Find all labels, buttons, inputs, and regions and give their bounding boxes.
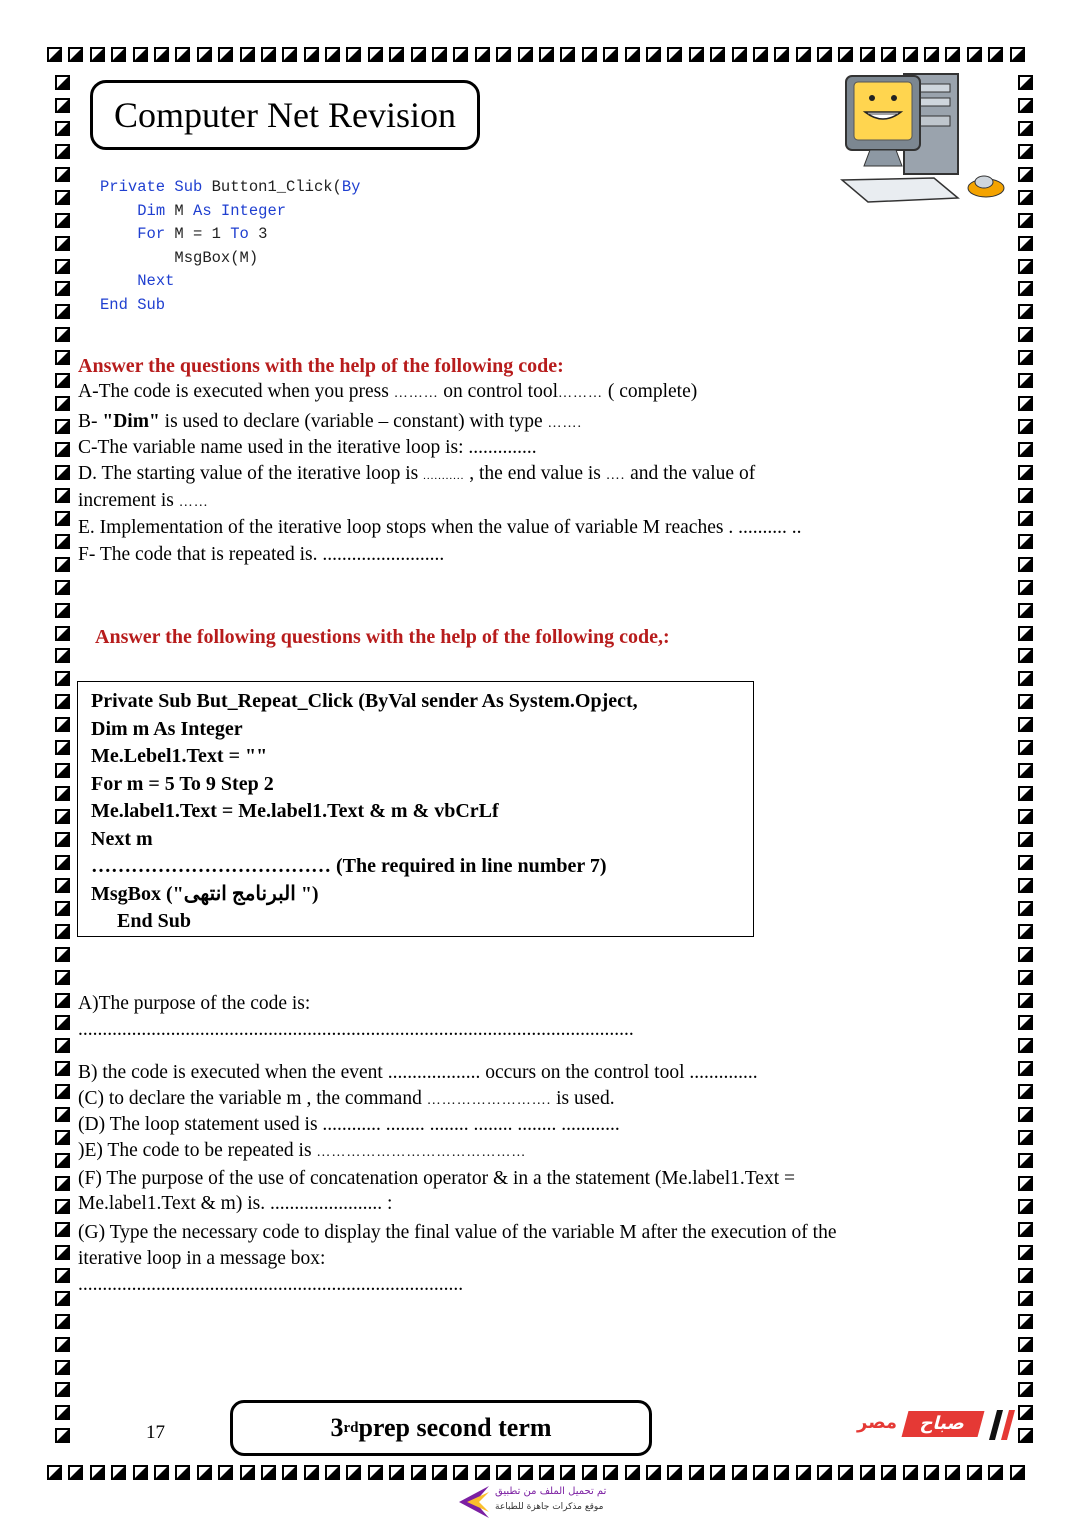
- question2-a-answer-line: ..................................................................................................................: [78, 1019, 634, 1040]
- border-top: [47, 47, 1031, 62]
- border-square-icon: [197, 47, 212, 62]
- question-c: C-The variable name used in the iterative loop is: ..............: [78, 437, 537, 458]
- border-square-icon: [945, 47, 960, 62]
- border-square-icon: [346, 1465, 361, 1480]
- border-square-icon: [55, 1176, 70, 1191]
- border-square-icon: [55, 350, 70, 365]
- border-square-icon: [1018, 1015, 1033, 1030]
- border-square-icon: [881, 1465, 896, 1480]
- border-square-icon: [860, 1465, 875, 1480]
- code-line-4: For m = 5 To 9 Step 2: [91, 772, 274, 795]
- border-square-icon: [710, 1465, 725, 1480]
- border-square-icon: [55, 763, 70, 778]
- border-square-icon: [1018, 1130, 1033, 1145]
- border-square-icon: [55, 855, 70, 870]
- border-square-icon: [111, 1465, 126, 1480]
- border-square-icon: [881, 47, 896, 62]
- border-square-icon: [1018, 281, 1033, 296]
- border-square-icon: [1018, 144, 1033, 159]
- border-square-icon: [90, 1465, 105, 1480]
- border-square-icon: [1018, 213, 1033, 228]
- border-square-icon: [1018, 465, 1033, 480]
- border-square-icon: [774, 1465, 789, 1480]
- border-square-icon: [368, 47, 383, 62]
- border-square-icon: [1018, 947, 1033, 962]
- question-b: B- "Dim" is used to declare (variable – constant) with type …….: [78, 411, 582, 432]
- border-square-icon: [1018, 259, 1033, 274]
- border-square-icon: [1018, 924, 1033, 939]
- border-square-icon: [1018, 626, 1033, 641]
- border-square-icon: [47, 1465, 62, 1480]
- border-square-icon: [1018, 419, 1033, 434]
- border-square-icon: [55, 488, 70, 503]
- border-square-icon: [55, 304, 70, 319]
- border-square-icon: [218, 1465, 233, 1480]
- question2-f-cont: Me.label1.Text & m) is. ....................... :: [78, 1193, 393, 1214]
- border-square-icon: [55, 465, 70, 480]
- border-square-icon: [55, 1382, 70, 1397]
- border-square-icon: [218, 47, 233, 62]
- border-square-icon: [55, 557, 70, 572]
- border-square-icon: [55, 1291, 70, 1306]
- border-square-icon: [1018, 236, 1033, 251]
- border-square-icon: [453, 1465, 468, 1480]
- border-square-icon: [1018, 167, 1033, 182]
- border-square-icon: [1018, 1153, 1033, 1168]
- border-square-icon: [55, 167, 70, 182]
- keyboard-icon: [842, 178, 958, 202]
- border-square-icon: [1018, 534, 1033, 549]
- border-square-icon: [55, 419, 70, 434]
- border-square-icon: [55, 648, 70, 663]
- border-square-icon: [1018, 671, 1033, 686]
- border-square-icon: [817, 1465, 832, 1480]
- border-square-icon: [55, 580, 70, 595]
- border-square-icon: [582, 1465, 597, 1480]
- border-square-icon: [838, 1465, 853, 1480]
- border-square-icon: [304, 47, 319, 62]
- question-d: D. The starting value of the iterative loop is ........... , the end value is …. and the value of: [78, 463, 756, 484]
- logo-slash-icon-red: [1001, 1410, 1015, 1440]
- border-square-icon: [753, 1465, 768, 1480]
- border-square-icon: [1018, 763, 1033, 778]
- border-square-icon: [924, 47, 939, 62]
- border-square-icon: [1018, 327, 1033, 342]
- border-square-icon: [1018, 1038, 1033, 1053]
- border-square-icon: [411, 1465, 426, 1480]
- border-square-icon: [55, 236, 70, 251]
- logo-word-masr: مصر: [857, 1412, 898, 1433]
- page-title-text: Computer Net Revision: [114, 95, 456, 135]
- border-square-icon: [68, 47, 83, 62]
- border-square-icon: [55, 809, 70, 824]
- border-right: [1018, 75, 1033, 1451]
- border-bottom: [47, 1465, 1031, 1480]
- border-square-icon: [539, 47, 554, 62]
- border-square-icon: [55, 259, 70, 274]
- code-line-6: Next m: [91, 827, 153, 850]
- border-square-icon: [1018, 970, 1033, 985]
- border-square-icon: [90, 47, 105, 62]
- border-square-icon: [55, 1084, 70, 1099]
- question2-g-cont: iterative loop in a message box:: [78, 1248, 326, 1269]
- border-square-icon: [55, 1222, 70, 1237]
- border-square-icon: [1018, 1314, 1033, 1329]
- border-square-icon: [55, 1360, 70, 1375]
- border-square-icon: [111, 47, 126, 62]
- question2-c: (C) to declare the variable m , the command ……………………. is used.: [78, 1088, 615, 1109]
- border-square-icon: [55, 75, 70, 90]
- app-line-1: تم تحميل الملف من تطبيق: [495, 1486, 607, 1497]
- border-square-icon: [967, 1465, 982, 1480]
- border-square-icon: [988, 47, 1003, 62]
- border-square-icon: [774, 47, 789, 62]
- border-square-icon: [518, 1465, 533, 1480]
- border-square-icon: [1018, 603, 1033, 618]
- border-square-icon: [304, 1465, 319, 1480]
- code-line-2: Dim m As Integer: [91, 717, 243, 740]
- border-square-icon: [988, 1465, 1003, 1480]
- border-square-icon: [55, 534, 70, 549]
- border-square-icon: [55, 1038, 70, 1053]
- border-square-icon: [838, 47, 853, 62]
- border-square-icon: [1018, 1222, 1033, 1237]
- border-square-icon: [689, 47, 704, 62]
- border-square-icon: [625, 47, 640, 62]
- border-square-icon: [1018, 1061, 1033, 1076]
- border-square-icon: [154, 47, 169, 62]
- border-square-icon: [55, 1130, 70, 1145]
- border-square-icon: [1018, 396, 1033, 411]
- border-square-icon: [55, 717, 70, 732]
- border-square-icon: [1010, 1465, 1025, 1480]
- border-square-icon: [1018, 1360, 1033, 1375]
- border-square-icon: [55, 144, 70, 159]
- question-f: F- The code that is repeated is. .........................: [78, 544, 445, 565]
- border-square-icon: [1018, 580, 1033, 595]
- border-square-icon: [282, 47, 297, 62]
- border-square-icon: [689, 1465, 704, 1480]
- border-square-icon: [133, 1465, 148, 1480]
- border-square-icon: [796, 47, 811, 62]
- border-square-icon: [1010, 47, 1025, 62]
- border-square-icon: [55, 1337, 70, 1352]
- question2-a: A)The purpose of the code is:: [78, 993, 311, 1014]
- border-square-icon: [625, 1465, 640, 1480]
- border-square-icon: [55, 832, 70, 847]
- border-square-icon: [55, 671, 70, 686]
- section2-heading: Answer the following questions with the help of the following code,:: [95, 626, 670, 648]
- border-square-icon: [475, 1465, 490, 1480]
- border-square-icon: [432, 1465, 447, 1480]
- border-square-icon: [55, 1314, 70, 1329]
- border-square-icon: [924, 1465, 939, 1480]
- border-square-icon: [1018, 832, 1033, 847]
- border-square-icon: [582, 47, 597, 62]
- logo-slash-icon: [989, 1410, 1003, 1440]
- border-square-icon: [55, 626, 70, 641]
- border-square-icon: [1018, 98, 1033, 113]
- border-square-icon: [732, 1465, 747, 1480]
- border-square-icon: [55, 878, 70, 893]
- border-square-icon: [55, 213, 70, 228]
- border-square-icon: [1018, 488, 1033, 503]
- border-square-icon: [667, 47, 682, 62]
- border-square-icon: [1018, 1199, 1033, 1214]
- border-square-icon: [1018, 75, 1033, 90]
- border-square-icon: [47, 47, 62, 62]
- border-square-icon: [1018, 373, 1033, 388]
- border-square-icon: [1018, 740, 1033, 755]
- border-square-icon: [55, 993, 70, 1008]
- border-square-icon: [1018, 901, 1033, 916]
- border-square-icon: [368, 1465, 383, 1480]
- code-line-7: ……………………………… (The required in line number 7): [91, 855, 607, 877]
- border-square-icon: [453, 47, 468, 62]
- question-a: A-The code is executed when you press ……… on control tool……… ( complete): [78, 381, 698, 402]
- border-square-icon: [539, 1465, 554, 1480]
- border-square-icon: [55, 442, 70, 457]
- border-square-icon: [1018, 1268, 1033, 1283]
- border-square-icon: [55, 98, 70, 113]
- border-square-icon: [175, 47, 190, 62]
- mouse-icon: [975, 176, 993, 188]
- border-square-icon: [1018, 694, 1033, 709]
- border-square-icon: [55, 121, 70, 136]
- question2-d: (D) The loop statement used is ............ ........ ........ ........ ........ ............: [78, 1114, 620, 1135]
- border-square-icon: [55, 603, 70, 618]
- border-square-icon: [1018, 878, 1033, 893]
- border-square-icon: [133, 47, 148, 62]
- term-banner: 3 rd prep second term: [230, 1400, 652, 1456]
- code-line-1: Private Sub But_Repeat_Click (ByVal sender As System.Opject,: [91, 690, 638, 712]
- border-square-icon: [1018, 1291, 1033, 1306]
- border-square-icon: [860, 47, 875, 62]
- question2-g: (G) Type the necessary code to display the final value of the variable M after the execution of the: [78, 1222, 837, 1243]
- border-square-icon: [496, 47, 511, 62]
- border-square-icon: [55, 1245, 70, 1260]
- border-square-icon: [55, 1107, 70, 1122]
- border-square-icon: [796, 1465, 811, 1480]
- border-square-icon: [603, 1465, 618, 1480]
- sabah-masr-logo: [857, 1410, 1029, 1442]
- border-square-icon: [753, 47, 768, 62]
- question-e: E. Implementation of the iterative loop stops when the value of variable M reaches . .......... ..: [78, 517, 802, 538]
- border-square-icon: [903, 47, 918, 62]
- code-line-9: End Sub: [117, 910, 191, 932]
- border-square-icon: [55, 1268, 70, 1283]
- border-square-icon: [411, 47, 426, 62]
- border-square-icon: [55, 327, 70, 342]
- border-square-icon: [55, 1153, 70, 1168]
- border-square-icon: [55, 1428, 70, 1443]
- border-square-icon: [346, 47, 361, 62]
- border-square-icon: [55, 1061, 70, 1076]
- border-square-icon: [68, 1465, 83, 1480]
- computer-illustration: [838, 70, 1010, 208]
- border-square-icon: [154, 1465, 169, 1480]
- border-square-icon: [55, 786, 70, 801]
- border-square-icon: [710, 47, 725, 62]
- border-square-icon: [55, 1015, 70, 1030]
- question2-g-answer-line: ...............................................................................: [78, 1274, 464, 1295]
- code-snippet-1: Private Sub Button1_Click(By Dim M As Integer For M = 1 To 3 MsgBox(M) Next End Sub: [100, 178, 361, 314]
- border-square-icon: [1018, 1337, 1033, 1352]
- border-square-icon: [175, 1465, 190, 1480]
- border-square-icon: [1018, 350, 1033, 365]
- border-square-icon: [55, 281, 70, 296]
- border-square-icon: [1018, 1107, 1033, 1122]
- border-square-icon: [603, 47, 618, 62]
- border-square-icon: [55, 1405, 70, 1420]
- border-square-icon: [1018, 786, 1033, 801]
- border-square-icon: [1018, 190, 1033, 205]
- border-square-icon: [646, 47, 661, 62]
- border-square-icon: [325, 1465, 340, 1480]
- border-square-icon: [667, 1465, 682, 1480]
- border-square-icon: [432, 47, 447, 62]
- border-square-icon: [967, 47, 982, 62]
- border-square-icon: [1018, 557, 1033, 572]
- border-square-icon: [1018, 121, 1033, 136]
- border-square-icon: [261, 1465, 276, 1480]
- border-square-icon: [1018, 511, 1033, 526]
- app-watermark: [455, 1484, 625, 1522]
- border-square-icon: [55, 511, 70, 526]
- app-line-2: موقع مذكرات جاهزة للطباعة: [495, 1502, 604, 1512]
- question2-b: B) the code is executed when the event ................... occurs on the control tool ..............: [78, 1062, 758, 1083]
- section1-heading: Answer the questions with the help of the following code:: [78, 355, 564, 377]
- border-square-icon: [1018, 648, 1033, 663]
- border-square-icon: [55, 970, 70, 985]
- border-square-icon: [240, 47, 255, 62]
- code-line-5: Me.label1.Text = Me.label1.Text & m & vbCrLf: [91, 800, 499, 822]
- border-square-icon: [261, 47, 276, 62]
- border-square-icon: [55, 924, 70, 939]
- border-square-icon: [240, 1465, 255, 1480]
- border-square-icon: [1018, 855, 1033, 870]
- code-snippet-2: [77, 681, 754, 937]
- border-square-icon: [1018, 809, 1033, 824]
- border-square-icon: [55, 190, 70, 205]
- border-square-icon: [646, 1465, 661, 1480]
- border-square-icon: [1018, 1245, 1033, 1260]
- question-d-cont: increment is ……: [78, 490, 209, 511]
- code-line-8: MsgBox ("البرنامج انتهى "): [91, 882, 319, 905]
- border-square-icon: [1018, 1084, 1033, 1099]
- border-square-icon: [389, 47, 404, 62]
- app-logo-icon: [455, 1484, 491, 1520]
- border-square-icon: [496, 1465, 511, 1480]
- border-left: [55, 75, 70, 1451]
- border-square-icon: [732, 47, 747, 62]
- border-square-icon: [55, 947, 70, 962]
- question2-e: )E) The code to be repeated is ……………………………………: [78, 1140, 527, 1161]
- border-square-icon: [1018, 993, 1033, 1008]
- border-square-icon: [560, 47, 575, 62]
- question2-f: (F) The purpose of the use of concatenation operator & in a the statement (Me.label1.Text =: [78, 1168, 795, 1189]
- border-square-icon: [1018, 1176, 1033, 1191]
- border-square-icon: [1018, 717, 1033, 732]
- border-square-icon: [282, 1465, 297, 1480]
- page-number: 17: [146, 1422, 165, 1443]
- border-square-icon: [197, 1465, 212, 1480]
- border-square-icon: [55, 396, 70, 411]
- border-square-icon: [55, 901, 70, 916]
- border-square-icon: [55, 1199, 70, 1214]
- code-line-3: Me.Lebel1.Text = "": [91, 745, 268, 767]
- border-square-icon: [1018, 442, 1033, 457]
- border-square-icon: [1018, 304, 1033, 319]
- border-square-icon: [817, 47, 832, 62]
- border-square-icon: [475, 47, 490, 62]
- border-square-icon: [945, 1465, 960, 1480]
- logo-word-sabah: صباح: [902, 1411, 985, 1437]
- border-square-icon: [55, 373, 70, 388]
- border-square-icon: [560, 1465, 575, 1480]
- border-square-icon: [1018, 1382, 1033, 1397]
- page-title: [90, 80, 480, 150]
- border-square-icon: [518, 47, 533, 62]
- border-square-icon: [55, 694, 70, 709]
- border-square-icon: [389, 1465, 404, 1480]
- border-square-icon: [325, 47, 340, 62]
- border-square-icon: [55, 740, 70, 755]
- border-square-icon: [903, 1465, 918, 1480]
